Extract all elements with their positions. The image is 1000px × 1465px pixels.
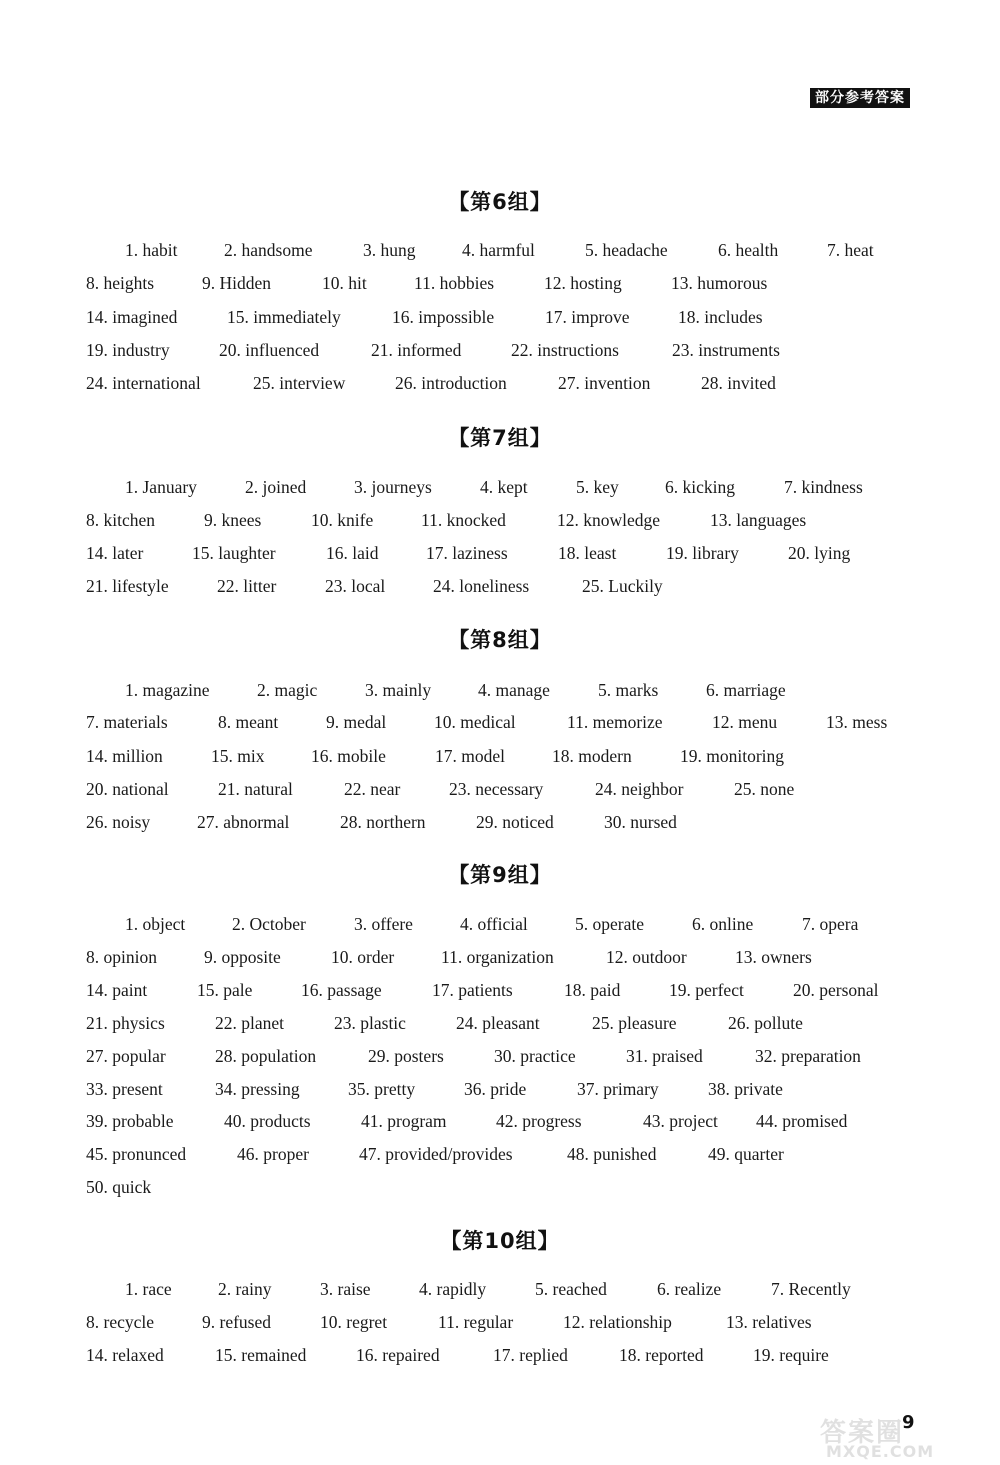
answer-item: 16. mobile	[311, 746, 386, 766]
answer-item: 37. primary	[577, 1079, 659, 1099]
answer-item: 19. require	[753, 1345, 829, 1365]
answer-row	[86, 710, 906, 734]
answer-item: 8. opinion	[86, 947, 157, 967]
answer-item: 8. heights	[86, 273, 155, 293]
answer-item: 46. proper	[237, 1144, 309, 1164]
answer-item: 5. headache	[585, 240, 668, 260]
answer-item: 9. knees	[204, 510, 262, 530]
answer-item: 36. pride	[464, 1079, 527, 1099]
answer-item: 24. pleasant	[456, 1013, 540, 1033]
answer-item: 21. natural	[218, 779, 293, 799]
answer-item: 14. million	[86, 746, 163, 766]
answer-item: 27. invention	[558, 373, 651, 393]
answer-item: 7. kindness	[784, 477, 863, 497]
answer-item: 6. marriage	[706, 680, 786, 700]
answer-row	[86, 475, 906, 499]
answer-row	[86, 238, 906, 262]
answer-item: 10. medical	[434, 712, 516, 732]
answer-item: 19. industry	[86, 340, 170, 360]
answer-item: 7. Recently	[771, 1279, 851, 1299]
answer-item: 31. praised	[626, 1046, 703, 1066]
answer-row	[86, 1142, 906, 1166]
answer-item: 3. mainly	[365, 680, 432, 700]
answer-item: 16. impossible	[392, 307, 495, 327]
answer-item: 17. model	[435, 746, 505, 766]
group-title: 【第8组】	[448, 628, 552, 652]
answer-item: 1. habit	[125, 240, 178, 260]
answer-item: 12. knowledge	[557, 510, 661, 530]
answer-item: 17. replied	[493, 1345, 568, 1365]
answer-item: 14. imagined	[86, 307, 178, 327]
answer-item: 17. laziness	[426, 543, 508, 563]
answer-item: 3. hung	[363, 240, 416, 260]
answer-item: 6. realize	[657, 1279, 722, 1299]
answer-item: 4. rapidly	[419, 1279, 487, 1299]
answer-item: 23. local	[325, 576, 386, 596]
answer-item: 1. race	[125, 1279, 172, 1299]
group-title: 【第6组】	[448, 190, 552, 214]
answer-row	[86, 744, 906, 768]
answer-item: 22. planet	[215, 1013, 285, 1033]
answer-item: 10. order	[331, 947, 395, 967]
answer-item: 28. population	[215, 1046, 317, 1066]
answer-row	[86, 1044, 906, 1068]
answer-item: 27. abnormal	[197, 812, 290, 832]
answer-item: 13. mess	[826, 712, 888, 732]
answer-item: 25. interview	[253, 373, 346, 393]
answer-item: 48. punished	[567, 1144, 657, 1164]
answer-item: 6. online	[692, 914, 754, 934]
answer-item: 16. laid	[326, 543, 379, 563]
page-number: 9	[902, 1412, 915, 1433]
answer-item: 6. kicking	[665, 477, 735, 497]
answer-item: 21. lifestyle	[86, 576, 169, 596]
answer-item: 28. northern	[340, 812, 426, 832]
answer-item: 7. heat	[827, 240, 874, 260]
answer-item: 8. recycle	[86, 1312, 155, 1332]
answer-item: 7. opera	[802, 914, 859, 934]
answer-item: 47. provided/provides	[359, 1144, 513, 1164]
answer-row	[86, 574, 906, 598]
answer-item: 3. offere	[354, 914, 413, 934]
answer-item: 23. instruments	[672, 340, 780, 360]
answer-item: 20. personal	[793, 980, 879, 1000]
section-tag: 部分参考答案	[810, 88, 910, 108]
answer-item: 2. handsome	[224, 240, 313, 260]
answer-item: 30. nursed	[604, 812, 677, 832]
answer-item: 28. invited	[701, 373, 776, 393]
answer-item: 12. relationship	[563, 1312, 672, 1332]
answer-item: 19. library	[666, 543, 739, 563]
answer-item: 49. quarter	[708, 1144, 784, 1164]
answer-item: 5. operate	[575, 914, 644, 934]
answer-item: 25. pleasure	[592, 1013, 677, 1033]
answer-item: 19. perfect	[669, 980, 744, 1000]
answer-item: 20. lying	[788, 543, 851, 563]
watermark-url: MXQE.COM	[826, 1442, 935, 1461]
answer-row	[86, 810, 906, 834]
answer-row	[86, 912, 906, 936]
answer-item: 20. influenced	[219, 340, 320, 360]
answer-item: 2. October	[232, 914, 306, 934]
answer-item: 11. knocked	[421, 510, 506, 530]
answer-item: 25. Luckily	[582, 576, 663, 596]
answer-row	[86, 1277, 906, 1301]
answer-item: 43. project	[643, 1111, 718, 1131]
answer-item: 50. quick	[86, 1177, 152, 1197]
answer-item: 16. passage	[301, 980, 382, 1000]
answer-item: 13. languages	[710, 510, 807, 530]
answer-item: 23. plastic	[334, 1013, 406, 1033]
answer-row	[86, 508, 906, 532]
answer-item: 40. products	[224, 1111, 311, 1131]
answer-item: 27. popular	[86, 1046, 166, 1066]
answer-item: 13. owners	[735, 947, 812, 967]
answer-item: 24. international	[86, 373, 201, 393]
answer-item: 12. hosting	[544, 273, 622, 293]
answer-item: 17. improve	[545, 307, 630, 327]
answer-item: 44. promised	[756, 1111, 848, 1131]
answer-item: 10. regret	[320, 1312, 388, 1332]
answer-item: 2. magic	[257, 680, 318, 700]
answer-item: 4. kept	[480, 477, 528, 497]
answer-row	[86, 541, 906, 565]
answer-item: 7. materials	[86, 712, 168, 732]
answer-item: 15. immediately	[227, 307, 341, 327]
answer-item: 5. key	[576, 477, 619, 497]
answer-item: 39. probable	[86, 1111, 174, 1131]
answer-item: 11. regular	[438, 1312, 514, 1332]
answer-item: 15. remained	[215, 1345, 307, 1365]
answer-item: 9. medal	[326, 712, 387, 732]
group-title: 【第9组】	[448, 863, 552, 887]
answer-item: 9. opposite	[204, 947, 281, 967]
answer-item: 6. health	[718, 240, 779, 260]
answer-item: 29. posters	[368, 1046, 444, 1066]
answer-item: 12. menu	[712, 712, 778, 732]
answer-row	[86, 678, 906, 702]
answer-item: 5. reached	[535, 1279, 607, 1299]
answer-row	[86, 777, 906, 801]
answer-item: 1. object	[125, 914, 186, 934]
answer-row	[86, 1077, 906, 1101]
answer-item: 3. journeys	[354, 477, 432, 497]
answer-item: 9. Hidden	[202, 273, 272, 293]
answer-item: 21. informed	[371, 340, 462, 360]
answer-item: 15. pale	[197, 980, 253, 1000]
answer-item: 1. magazine	[125, 680, 210, 700]
answer-item: 8. kitchen	[86, 510, 156, 530]
answer-item: 26. introduction	[395, 373, 507, 393]
answer-item: 19. monitoring	[680, 746, 785, 766]
answer-item: 4. manage	[478, 680, 550, 700]
answer-item: 26. pollute	[728, 1013, 803, 1033]
answer-item: 9. refused	[202, 1312, 272, 1332]
answer-row	[86, 1011, 906, 1035]
answer-item: 15. laughter	[192, 543, 276, 563]
answer-item: 14. relaxed	[86, 1345, 164, 1365]
answer-item: 11. hobbies	[414, 273, 495, 293]
answer-item: 25. none	[734, 779, 795, 799]
answer-item: 16. repaired	[356, 1345, 440, 1365]
answer-item: 26. noisy	[86, 812, 151, 832]
answer-item: 3. raise	[320, 1279, 371, 1299]
answer-row	[86, 1175, 906, 1199]
answer-item: 18. paid	[564, 980, 621, 1000]
group-title: 【第7组】	[448, 426, 552, 450]
answer-item: 8. meant	[218, 712, 279, 732]
answer-item: 18. reported	[619, 1345, 704, 1365]
answer-row	[86, 1310, 906, 1334]
answer-item: 21. physics	[86, 1013, 165, 1033]
answer-item: 34. pressing	[215, 1079, 300, 1099]
answer-item: 29. noticed	[476, 812, 554, 832]
answer-item: 30. practice	[494, 1046, 576, 1066]
answer-row	[86, 978, 906, 1002]
answer-item: 13. humorous	[671, 273, 768, 293]
answer-row	[86, 305, 906, 329]
answer-item: 24. loneliness	[433, 576, 530, 596]
answer-item: 24. neighbor	[595, 779, 684, 799]
watermark-text: 答案圈	[820, 1418, 905, 1448]
answer-item: 12. outdoor	[606, 947, 687, 967]
answer-item: 32. preparation	[755, 1046, 861, 1066]
answer-item: 18. least	[558, 543, 617, 563]
answer-item: 5. marks	[598, 680, 659, 700]
answer-item: 38. private	[708, 1079, 783, 1099]
answer-item: 18. includes	[678, 307, 763, 327]
answer-item: 2. joined	[245, 477, 307, 497]
answer-item: 14. paint	[86, 980, 148, 1000]
answer-item: 42. progress	[496, 1111, 582, 1131]
answer-item: 20. national	[86, 779, 169, 799]
answer-item: 18. modern	[552, 746, 632, 766]
answer-item: 14. later	[86, 543, 144, 563]
answer-item: 41. program	[361, 1111, 447, 1131]
answer-item: 11. memorize	[567, 712, 663, 732]
answer-item: 45. pronunced	[86, 1144, 187, 1164]
answer-item: 23. necessary	[449, 779, 544, 799]
answer-row	[86, 271, 906, 295]
answer-item: 1. January	[125, 477, 197, 497]
answer-row	[86, 1109, 906, 1133]
answer-item: 4. official	[460, 914, 528, 934]
group-title: 【第10组】	[440, 1229, 560, 1253]
answer-item: 22. near	[344, 779, 401, 799]
answer-item: 4. harmful	[462, 240, 535, 260]
answer-item: 13. relatives	[726, 1312, 812, 1332]
answer-item: 22. instructions	[511, 340, 619, 360]
answer-row	[86, 1343, 906, 1367]
answer-item: 10. hit	[322, 273, 367, 293]
answer-item: 2. rainy	[218, 1279, 272, 1299]
answer-row	[86, 945, 906, 969]
answer-row	[86, 338, 906, 362]
answer-item: 10. knife	[311, 510, 374, 530]
answer-item: 35. pretty	[348, 1079, 416, 1099]
answer-item: 15. mix	[211, 746, 265, 766]
answer-item: 22. litter	[217, 576, 277, 596]
answer-row	[86, 371, 906, 395]
answer-item: 17. patients	[432, 980, 513, 1000]
answer-item: 11. organization	[441, 947, 554, 967]
answer-item: 33. present	[86, 1079, 163, 1099]
